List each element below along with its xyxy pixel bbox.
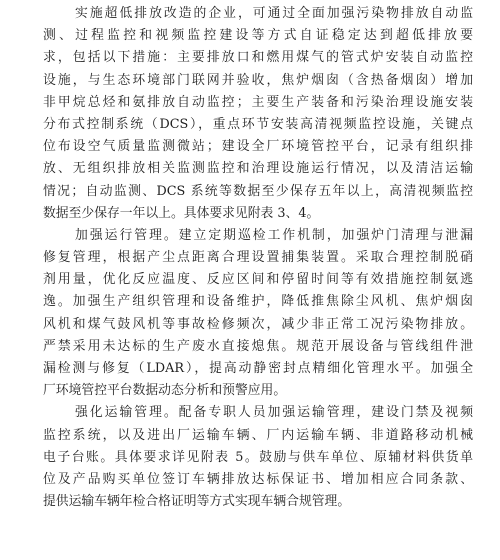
paragraph-operation-management (43, 225, 473, 403)
paragraph-transport-management (43, 402, 473, 513)
text-line: 严禁采用未达标的生产废水直接熄焦。规范开展设备与管线组件泄 (43, 338, 473, 354)
document-page (43, 3, 473, 513)
text-line: 情况；自动监测、DCS 系统等数据至少保存五年以上，高清视频监控 (43, 183, 473, 199)
text-line: 非甲烷总烃和氨排放自动监控；主要生产装备和污染治理设施安装 (43, 94, 473, 110)
text-line: 位及产品购买单位签订车辆排放达标保证书、增加相应合同条款、 (43, 471, 473, 487)
text-line: 设施，与生态环境部门联网并验收，焦炉烟囱（含热备烟囱）增加 (43, 72, 473, 88)
text-line: 监控系统，以及进出厂运输车辆、厂内运输车辆、非道路移动机械 (43, 427, 473, 443)
text-line: 剂用量，优化反应温度、反应区间和停留时间等有效措施控制氨逃 (43, 272, 473, 288)
text-line: 数据至少保存一年以上。具体要求见附表 3、4。 (43, 205, 320, 221)
text-line: 强化运输管理。配备专职人员加强运输管理，建设门禁及视频 (75, 405, 473, 421)
text-line: 求，包括以下措施：主要排放口和燃用煤气的管式炉安装自动监控 (43, 50, 473, 66)
text-line: 电子台账。具体要求详见附表 5。鼓励与供车单位、原辅材料供货单 (43, 449, 473, 465)
text-line: 漏检测与修复（LDAR），提高动静密封点精细化管理水平。加强全 (43, 361, 473, 376)
text-line: 加强运行管理。建立定期巡检工作机制，加强炉门清理与泄漏 (75, 227, 473, 243)
text-line: 放、无组织排放相关监测监控和治理设施运行情况，以及清洁运输 (43, 161, 473, 177)
text-line: 实施超低排放改造的企业，可通过全面加强污染物排放自动监 (75, 6, 473, 21)
text-line: 逸。加强生产组织管理和设备维护，降低推焦除尘风机、焦炉烟囱 (43, 294, 473, 310)
text-line: 修复管理，根据产尘点距离合理设置捕集装置。采取合理控制脱硝 (43, 250, 473, 266)
text-line: 厂环境管控平台数据动态分析和预警应用。 (43, 383, 287, 399)
text-line: 提供运输车辆年检合格证明等方式实现车辆合规管理。 (43, 494, 351, 510)
text-line: 位布设空气质量监测微站；建设全厂环境管控平台，记录有组织排 (43, 139, 473, 155)
text-line: 分布式控制系统（DCS），重点环节安装高清视频监控设施，关键点 (43, 116, 473, 132)
text-line: 测、过程监控和视频监控建设等方式自证稳定达到超低排放要 (43, 28, 473, 44)
text-line: 风机和煤气鼓风机等事故检修频次，减少非正常工况污染物排放。 (43, 316, 473, 332)
paragraph-monitoring (43, 3, 473, 225)
